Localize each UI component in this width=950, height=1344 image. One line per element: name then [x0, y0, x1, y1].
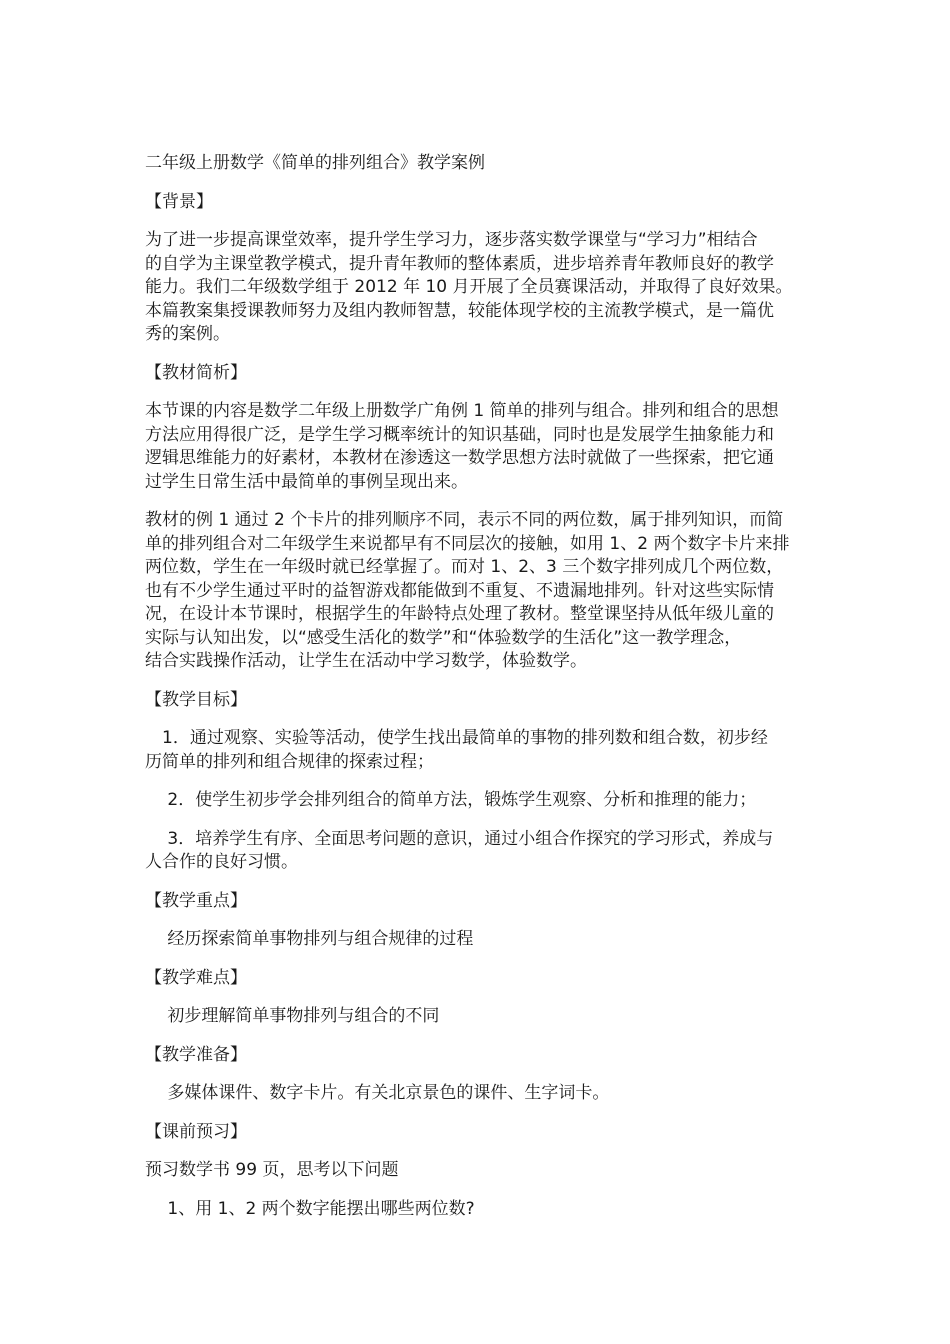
difficulties-heading-block: [145, 967, 810, 991]
difficulties-text-block: [145, 1005, 810, 1029]
text-line: 方法应用得很广泛，是学生学习概率统计的知识基础，同时也是发展学生抽象能力和: [145, 424, 774, 445]
text-line: 的自学为主课堂教学模式，提升青年教师的整体素质，进步培养青年教师良好的教学: [145, 253, 774, 274]
preparation-heading-block: [145, 1044, 810, 1068]
text-line: 两位数，学生在一年级时就已经掌握了。而对 1、2、3 三个数字排列成几个两位数，: [145, 557, 784, 577]
text-line: 教材的例 1 通过 2 个卡片的排列顺序不同，表示不同的两位数，属于排列知识，而简: [145, 510, 784, 530]
text-line: 逻辑思维能力的好素材，本教材在渗透这一数学思想方法时就做了一些探索，把它通: [145, 448, 774, 468]
key-points-heading: 【教学重点】: [145, 890, 247, 911]
text-line: 过学生日常生活中最简单的事例呈现出来。: [145, 471, 468, 492]
background-paragraph: [145, 229, 810, 347]
key-points-heading-block: [145, 890, 810, 914]
text-line: 2．使学生初步学会排列组合的简单方法，锻炼学生观察、分析和推理的能力；: [145, 790, 757, 810]
preview-text: 预习数学书 99 页，思考以下问题: [145, 1160, 399, 1180]
document-page: [145, 152, 810, 1236]
analysis-paragraph-1: [145, 400, 810, 494]
goal-item-2: [145, 789, 810, 813]
difficulties-text: 初步理解简单事物排列与组合的不同: [145, 1006, 440, 1026]
text-line: 3．培养学生有序、全面思考问题的意识，通过小组合作探究的学习形式，养成与: [145, 828, 774, 849]
preview-text-block: [145, 1159, 810, 1183]
key-points-text: 经历探索简单事物排列与组合规律的过程: [145, 929, 474, 949]
document-title-block: [145, 152, 810, 176]
goals-heading-block: [145, 689, 810, 713]
preview-question-1: 1、用 1、2 两个数字能摆出哪些两位数?: [145, 1198, 475, 1219]
preparation-heading: 【教学准备】: [145, 1044, 247, 1065]
text-line: 实际与认知出发，以“感受生活化的数学”和“体验数学的生活化”这一教学理念，: [145, 627, 742, 648]
text-line: 结合实践操作活动，让学生在活动中学习数学，体验数学。: [145, 651, 587, 671]
preview-question-block: [145, 1198, 810, 1222]
goals-heading: 【教学目标】: [145, 689, 247, 710]
text-line: 为了进一步提高课堂效率，提升学生学习力，逐步落实数学课堂与“学习力”相结合: [145, 230, 758, 250]
preview-heading-block: [145, 1121, 810, 1145]
text-line: 况，在设计本节课时，根据学生的年龄特点处理了教材。整堂课坚持从低年级儿童的: [145, 604, 774, 624]
key-points-text-block: [145, 928, 810, 952]
text-line: 历简单的排列和组合规律的探索过程；: [145, 751, 434, 772]
goal-item-1: [145, 727, 810, 774]
goal-item-3: [145, 828, 810, 875]
text-line: 本节课的内容是数学二年级上册数学广角例 1 简单的排列与组合。排列和组合的思想: [145, 401, 779, 421]
background-heading: 【背景】: [145, 191, 213, 212]
text-line: 人合作的良好习惯。: [145, 852, 298, 872]
preview-heading: 【课前预习】: [145, 1121, 247, 1142]
background-heading-block: [145, 191, 810, 215]
text-line: 单的排列组合对二年级学生来说都早有不同层次的接触，如用 1、2 两个数字卡片来排: [145, 533, 790, 554]
analysis-heading: 【教材简析】: [145, 362, 247, 383]
analysis-heading-block: [145, 362, 810, 386]
preparation-text-block: [145, 1082, 810, 1106]
text-line: 1．通过观察、实验等活动，使学生找出最简单的事物的排列数和组合数，初步经: [145, 728, 768, 748]
text-line: 秀的案例。: [145, 324, 230, 344]
analysis-paragraph-2: [145, 509, 810, 674]
difficulties-heading: 【教学难点】: [145, 967, 247, 988]
text-line: 本篇教案集授课教师努力及组内教师智慧，较能体现学校的主流教学模式，是一篇优: [145, 300, 774, 321]
text-line: 能力。我们二年级数学组于 2012 年 10 月开展了全员赛课活动，并取得了良好效果。: [145, 277, 793, 297]
preparation-text: 多媒体课件、数字卡片。有关北京景色的课件、生字词卡。: [145, 1083, 610, 1103]
document-title: 二年级上册数学《简单的排列组合》教学案例: [145, 153, 485, 173]
text-line: 也有不少学生通过平时的益智游戏都能做到不重复、不遗漏地排列。针对这些实际情: [145, 580, 774, 601]
